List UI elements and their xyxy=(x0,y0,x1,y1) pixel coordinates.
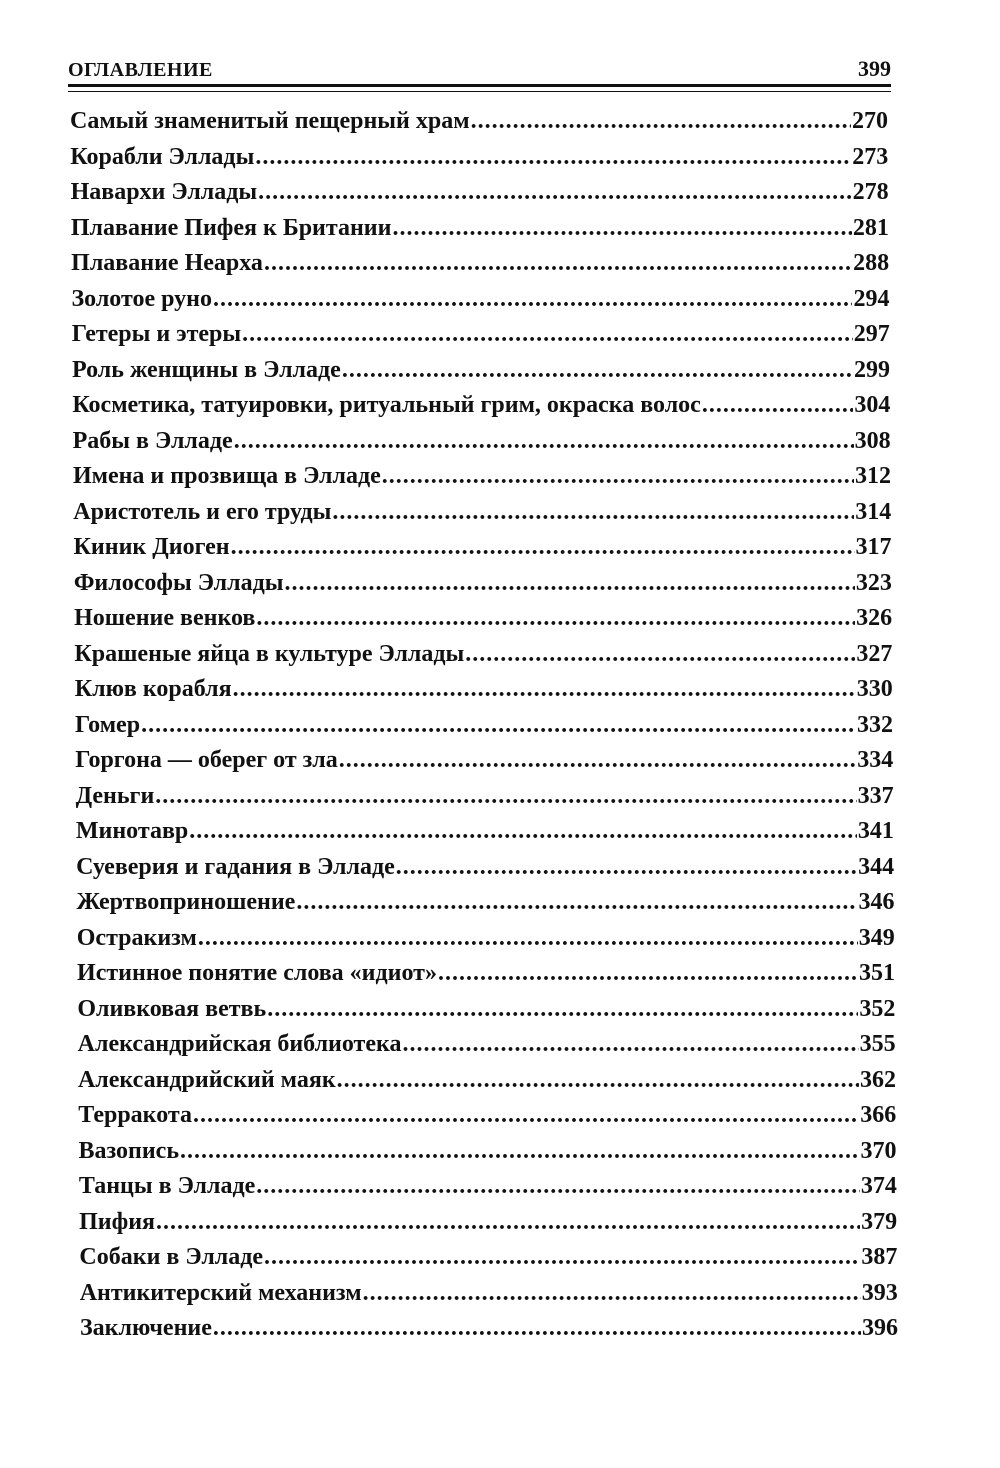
toc-entry-page: 270 xyxy=(852,108,888,134)
running-title: ОГЛАВЛЕНИЕ xyxy=(68,59,213,81)
dot-leader xyxy=(339,745,857,775)
dot-leader xyxy=(392,213,851,243)
toc-entry xyxy=(79,1242,897,1272)
toc-entry-page: 273 xyxy=(852,143,889,170)
dot-leader xyxy=(332,497,854,527)
toc-entry-title: Горгона — оберег от зла xyxy=(75,747,338,773)
toc-entry-page: 281 xyxy=(852,214,889,241)
toc-entry xyxy=(78,1065,896,1095)
toc-entry xyxy=(77,958,895,988)
toc-entry-page: 326 xyxy=(856,605,893,631)
toc-entry xyxy=(79,1207,897,1237)
toc-entry-title: Деньги xyxy=(75,782,155,809)
toc-entry xyxy=(75,674,893,704)
toc-entry xyxy=(79,1136,897,1166)
toc-entry-title: Крашеные яйца в культуре Эллады xyxy=(74,640,465,667)
toc-entry-title: Жертвоприношение xyxy=(76,889,296,915)
toc-entry-page: 355 xyxy=(859,1031,896,1057)
toc-entry-page: 396 xyxy=(862,1315,898,1341)
dot-leader xyxy=(141,710,856,740)
toc-entry-page: 330 xyxy=(856,676,893,702)
toc-entry-page: 346 xyxy=(858,889,895,915)
toc-entry-title: Плавание Неарха xyxy=(71,250,263,276)
toc-entry xyxy=(78,1100,896,1130)
toc-entry-title: Роль женщины в Элладе xyxy=(72,356,341,383)
toc-entry xyxy=(76,852,894,882)
dot-leader xyxy=(180,1136,859,1166)
toc-entry-title: Танцы в Элладе xyxy=(78,1173,256,1199)
toc-entry xyxy=(74,568,892,598)
dot-leader xyxy=(264,248,852,278)
toc-entry-page: 299 xyxy=(854,356,891,383)
toc-entry-page: 366 xyxy=(860,1102,897,1128)
toc-entry-page: 288 xyxy=(853,250,890,276)
toc-entry-title: Гетеры и этеры xyxy=(71,321,242,347)
dot-leader xyxy=(155,781,856,811)
toc-entry-title: Золотое руно xyxy=(71,285,212,312)
dot-leader xyxy=(337,1065,859,1095)
toc-entry xyxy=(75,710,893,740)
toc-entry-title: Заключение xyxy=(80,1315,212,1341)
toc-entry-page: 308 xyxy=(854,427,891,454)
toc-entry-page: 334 xyxy=(857,747,894,773)
toc-entry-title: Плавание Пифея к Британии xyxy=(70,214,392,241)
toc-entry xyxy=(70,142,888,172)
toc-entry xyxy=(76,781,894,811)
toc-entry-title: Терракота xyxy=(78,1102,192,1128)
toc-entry-page: 379 xyxy=(861,1208,898,1235)
toc-entry-title: Имена и прозвища в Элладе xyxy=(72,463,381,489)
dot-leader xyxy=(242,319,853,349)
toc-entry-title: Клюв корабля xyxy=(74,676,232,702)
toc-entry-title: Косметика, татуировки, ритуальный грим, окраска волос xyxy=(72,392,701,418)
toc-entry-page: 312 xyxy=(854,463,891,489)
toc-entry-title: Ношение венков xyxy=(74,605,256,631)
toc-entry xyxy=(74,639,892,669)
toc-entry-page: 349 xyxy=(858,924,895,951)
toc-entry-title: Корабли Эллады xyxy=(70,143,255,170)
dot-leader xyxy=(193,1100,859,1130)
toc-entry xyxy=(73,426,891,456)
toc-entry-title: Наварxи Эллады xyxy=(70,179,258,205)
toc-entry-page: 337 xyxy=(857,782,894,809)
toc-entry-page: 393 xyxy=(861,1279,898,1306)
toc-entry-title: Самый знаменитый пещерный храм xyxy=(70,108,470,134)
toc-entry-title: Киник Диоген xyxy=(73,534,230,560)
dot-leader xyxy=(234,426,854,456)
dot-leader xyxy=(264,1242,860,1272)
toc-entry-page: 344 xyxy=(858,853,895,880)
dot-leader xyxy=(396,852,857,882)
toc-entry-title: Остракизм xyxy=(76,924,197,951)
toc-entry xyxy=(70,106,888,136)
toc-entry-title: Рабы в Элладе xyxy=(72,427,233,454)
toc-entry xyxy=(79,1171,897,1201)
toc-entry xyxy=(71,213,889,243)
toc-entry xyxy=(76,816,894,846)
toc-entry xyxy=(72,355,890,385)
toc-entry xyxy=(71,177,889,207)
toc-entry xyxy=(77,923,895,953)
dot-leader xyxy=(284,568,854,598)
toc-entry xyxy=(72,319,890,349)
toc-entry xyxy=(80,1278,898,1308)
toc-entry-title: Истинное понятие слова «идиот» xyxy=(77,960,437,986)
header-rule-thin xyxy=(68,91,891,92)
toc-entry-title: Оливковая ветвь xyxy=(77,995,267,1022)
toc-entry xyxy=(80,1313,898,1343)
toc-entry-title: Антикитерский механизм xyxy=(79,1279,362,1306)
toc-entry-title: Гомер xyxy=(75,711,141,738)
dot-leader xyxy=(213,1313,861,1343)
toc-entry-title: Пифия xyxy=(79,1208,156,1235)
toc-entry-page: 351 xyxy=(859,960,896,986)
page-header xyxy=(68,50,891,82)
toc-entry-page: 278 xyxy=(852,179,889,205)
toc-entry-page: 327 xyxy=(856,640,893,667)
toc-entry-page: 297 xyxy=(853,321,890,347)
toc-entry-title: Александрийский маяк xyxy=(77,1066,336,1093)
dot-leader xyxy=(156,1207,860,1237)
toc-entry-title: Суеверия и гадания в Элладе xyxy=(76,853,395,880)
toc-entry-page: 362 xyxy=(859,1066,896,1093)
toc-entry xyxy=(71,284,889,314)
dot-leader xyxy=(231,532,855,562)
toc-entry-page: 323 xyxy=(855,569,892,596)
dot-leader xyxy=(342,355,853,385)
dot-leader xyxy=(213,284,853,314)
dot-leader xyxy=(258,177,851,207)
toc-entry xyxy=(75,745,893,775)
dot-leader xyxy=(233,674,856,704)
toc-entry xyxy=(71,248,889,278)
dot-leader xyxy=(438,958,858,988)
dot-leader xyxy=(296,887,857,917)
dot-leader xyxy=(189,816,857,846)
dot-leader xyxy=(256,1171,860,1201)
dot-leader xyxy=(402,1029,858,1059)
dot-leader xyxy=(702,390,854,420)
toc-entry-title: Собаки в Элладе xyxy=(79,1244,264,1270)
toc-entry-page: 341 xyxy=(857,818,894,844)
dot-leader xyxy=(382,461,854,491)
toc-entry-title: Философы Эллады xyxy=(73,569,284,596)
toc-entry-page: 294 xyxy=(853,285,890,312)
toc-entry-page: 374 xyxy=(860,1173,897,1199)
toc-entry-page: 304 xyxy=(854,392,891,418)
toc-entry-page: 332 xyxy=(857,711,893,738)
toc-entry xyxy=(74,532,892,562)
toc-entry-page: 314 xyxy=(855,498,892,525)
toc-entry xyxy=(76,887,894,917)
dot-leader xyxy=(465,639,855,669)
toc-entry xyxy=(73,461,891,491)
toc-entry-title: Минотавр xyxy=(75,818,189,844)
toc-entry-title: Вазопись xyxy=(78,1137,180,1164)
page-number: 399 xyxy=(858,56,891,81)
toc-entry xyxy=(74,603,892,633)
dot-leader xyxy=(256,603,855,633)
toc-entry xyxy=(78,1029,896,1059)
header-rule-thick xyxy=(68,84,891,87)
toc-entry xyxy=(77,994,895,1024)
dot-leader xyxy=(267,994,858,1024)
toc-entry-page: 317 xyxy=(855,534,892,560)
toc-entry-page: 370 xyxy=(860,1137,897,1164)
toc-entry-page: 387 xyxy=(861,1244,898,1270)
toc-entry xyxy=(72,390,890,420)
toc-entry-title: Аристотель и его труды xyxy=(73,498,332,525)
dot-leader xyxy=(363,1278,861,1308)
dot-leader xyxy=(255,142,851,172)
toc-entry xyxy=(73,497,891,527)
toc-entry-title: Александрийская библиотека xyxy=(77,1031,402,1057)
dot-leader xyxy=(198,923,858,953)
toc-entry-page: 352 xyxy=(859,995,896,1022)
dot-leader xyxy=(471,106,851,136)
